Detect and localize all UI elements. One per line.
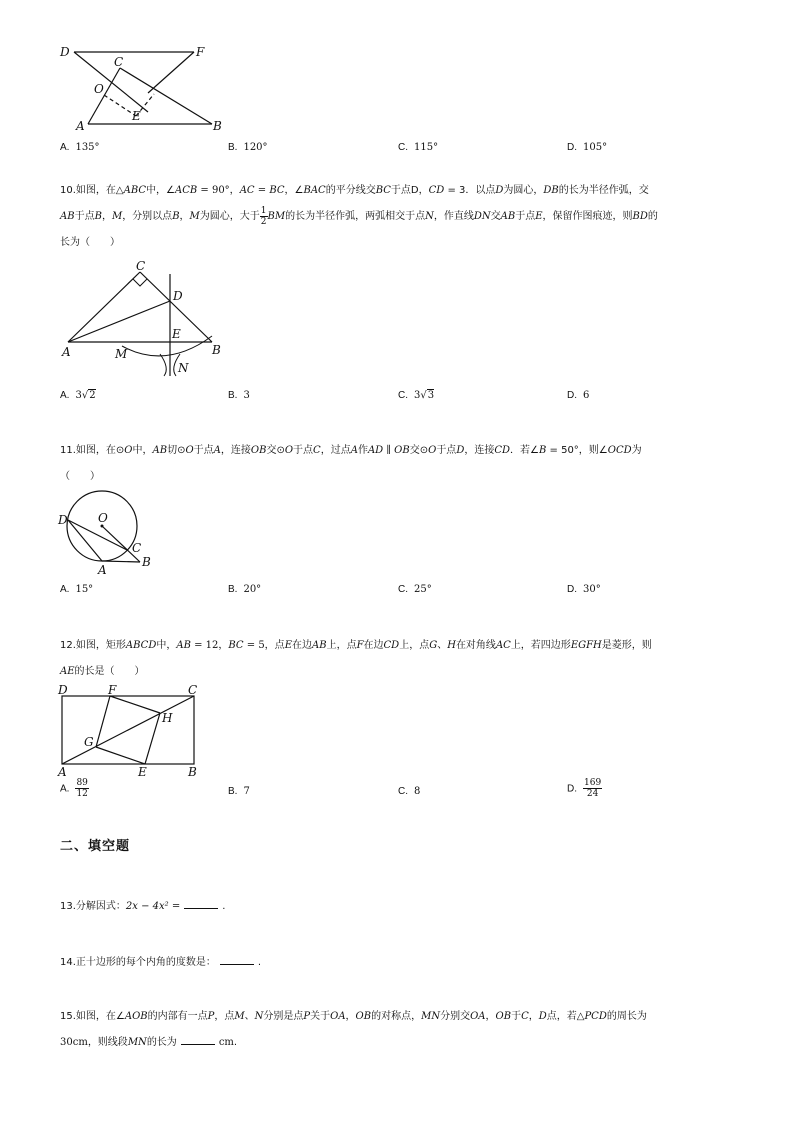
q10-diagram	[60, 258, 230, 380]
q14-answer-blank[interactable]	[220, 952, 254, 965]
line-AB	[102, 561, 140, 562]
line-D-to-cross	[74, 52, 148, 112]
q11-line-1: 11.如图，在⊙O中，AB切⊙O于点A，连接OB交⊙O于点C，过点A作AD ∥ OB交⊙O于点D，连接CD．若∠B = 50°，则∠OCD为	[60, 445, 642, 456]
q9-option-b[interactable]: B. 120°	[228, 142, 268, 153]
line-EG	[96, 747, 145, 764]
label-B: B	[212, 343, 221, 357]
q10-option-d[interactable]: D. 6	[567, 390, 590, 401]
label-B: B	[213, 119, 222, 133]
line-AD	[68, 520, 102, 561]
label-A: A	[98, 563, 107, 577]
q13-answer-blank[interactable]	[184, 896, 218, 909]
label-D: D	[58, 513, 68, 527]
label-D: D	[60, 45, 70, 59]
line-F-to-cross	[148, 52, 194, 93]
q11-stem	[60, 438, 738, 490]
label-M: M	[115, 347, 128, 361]
diagonal-AC	[62, 696, 194, 764]
q10-stem	[60, 178, 738, 256]
q11-option-c[interactable]: C. 25°	[398, 584, 432, 595]
label-D: D	[173, 289, 183, 303]
q10-options	[60, 390, 760, 406]
q12-line-2: AE的长是（ ）	[60, 666, 145, 677]
q12-option-a[interactable]: A. $\frac{89}{12}$	[60, 778, 88, 799]
label-D: D	[58, 683, 68, 697]
q12-stem	[60, 633, 738, 685]
q11-option-d[interactable]: D. 30°	[567, 584, 601, 595]
q11-option-a[interactable]: A. 15°	[60, 584, 94, 595]
q12-options	[60, 778, 760, 806]
q11-line-2: （ ）	[60, 471, 100, 482]
q14-stem: 14.正十边形的每个内角的度数是： .	[60, 950, 738, 976]
section-title: 二、填空题	[60, 839, 131, 854]
q11-options	[60, 584, 760, 600]
label-N: N	[178, 361, 189, 375]
label-E: E	[172, 327, 181, 341]
label-E: E	[132, 109, 141, 123]
label-C: C	[136, 259, 146, 273]
q15-line-2: 30cm，则线段MN的长为 cm.	[60, 1030, 738, 1056]
q9-option-a[interactable]: A. 135°	[60, 142, 100, 153]
label-A: A	[58, 765, 67, 779]
right-angle-mark	[133, 279, 147, 286]
q10-option-a[interactable]: A. 3√2	[60, 390, 96, 401]
q10-option-c[interactable]: C. 3√3	[398, 390, 435, 401]
q10-option-b[interactable]: B. 3	[228, 390, 250, 401]
q12-option-c[interactable]: C. 8	[398, 786, 421, 797]
label-E: E	[138, 765, 147, 779]
q12-option-d[interactable]: D. $\frac{169}{24}$	[567, 778, 602, 799]
label-C: C	[132, 541, 142, 555]
q12-diagram	[56, 684, 206, 778]
label-A: A	[76, 119, 85, 133]
label-B: B	[188, 765, 197, 779]
label-A: A	[62, 345, 71, 359]
line-FH	[110, 696, 160, 713]
q15-line-1: 15.如图，在∠AOB的内部有一点P，点M、N分别是点P关于OA，OB的对称点，MN分别交OA，OB于C，D点，若△PCD的周长为	[60, 1011, 647, 1022]
q12-figure	[56, 684, 206, 778]
label-O: O	[98, 511, 108, 525]
q10-line-1: 10.如图，在△ABC中，∠ACB = 90°，AC = BC，∠BAC的平分线交BC于点D，CD = 3．以点D为圆心，DB的长为半径作弧，交	[60, 185, 649, 196]
q12-line-1: 12.如图，矩形ABCD中，AB = 12，BC = 5，点E在边AB上，点F在边CD上，点G、H在对角线AC上，若四边形EGFH是菱形，则	[60, 640, 652, 651]
line-AC	[68, 272, 140, 342]
label-F: F	[108, 683, 117, 697]
q9-option-c[interactable]: C. 115°	[398, 142, 439, 153]
q15-answer-blank[interactable]	[181, 1032, 215, 1045]
q11-option-b[interactable]: B. 20°	[228, 584, 262, 595]
q9-figure	[58, 40, 222, 133]
label-F: F	[196, 45, 205, 59]
arc-center-D	[122, 336, 212, 356]
label-H: H	[162, 711, 173, 725]
q13-stem: 13.分解因式：2x − 4x² = .	[60, 894, 738, 920]
fraction-one-half: $\frac{1}{2}$	[260, 205, 267, 227]
line-AD	[68, 301, 170, 342]
label-O: O	[94, 82, 104, 96]
q11-figure	[56, 500, 166, 578]
label-G: G	[84, 735, 94, 749]
arc-from-B	[160, 354, 166, 376]
q15-stem	[60, 1004, 738, 1056]
q10-line-2: AB于点B，M，分别以点B，M为圆心，大于 $\frac{1}{2}$ BM的长为半径作弧，两弧相交于点N，作直线DN交AB于点E，保留作图痕迹，则BD的	[60, 205, 658, 227]
q10-figure	[60, 258, 230, 380]
label-B: B	[142, 555, 151, 569]
label-C: C	[114, 55, 124, 69]
line-GF	[96, 696, 110, 747]
q9-option-d[interactable]: D. 105°	[567, 142, 608, 153]
label-C: C	[188, 683, 198, 697]
q9-options	[60, 142, 760, 158]
q11-diagram	[56, 500, 166, 578]
q12-option-b[interactable]: B. 7	[228, 786, 250, 797]
q9-diagram	[58, 40, 222, 133]
q10-line-3: 长为（ ）	[60, 237, 120, 248]
